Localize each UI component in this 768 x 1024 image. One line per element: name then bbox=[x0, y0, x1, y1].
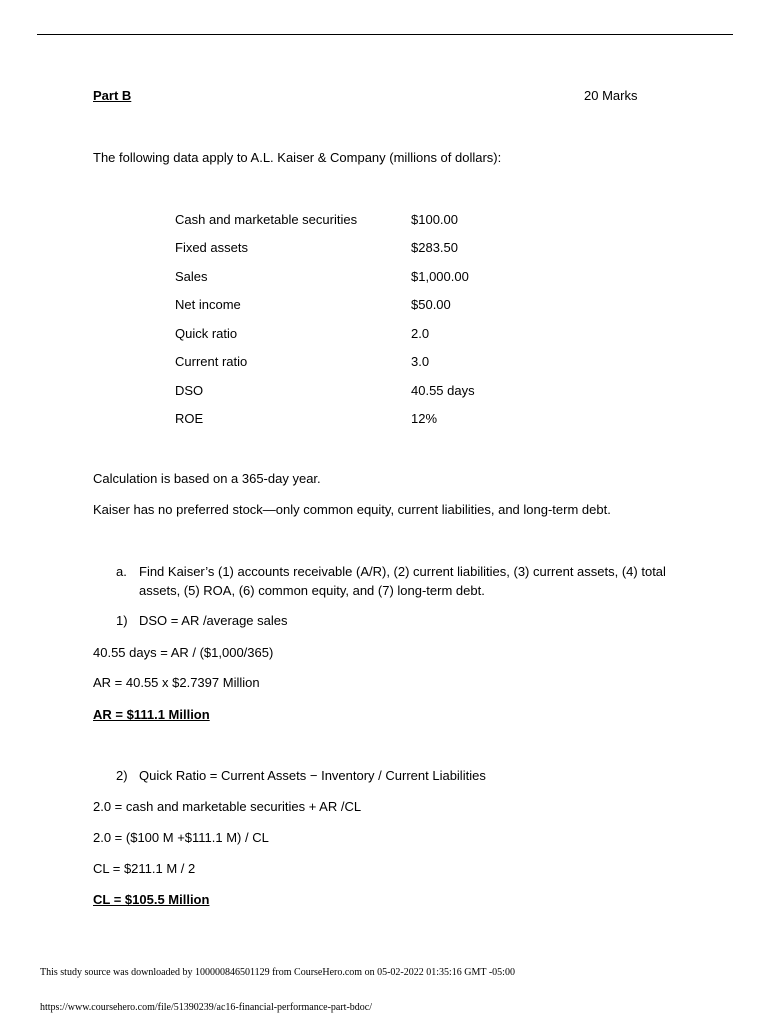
calc-line: 2.0 = cash and marketable securities + AR /CL bbox=[93, 799, 362, 814]
header-rule bbox=[37, 34, 733, 35]
table-label: Quick ratio bbox=[175, 326, 238, 341]
table-value: $283.50 bbox=[411, 240, 458, 255]
table-label: ROE bbox=[175, 411, 204, 426]
table-label: Net income bbox=[175, 297, 241, 312]
note-text: Calculation is based on a 365-day year. bbox=[93, 471, 321, 486]
intro-text: The following data apply to A.L. Kaiser & Company (millions of dollars): bbox=[93, 150, 502, 165]
table-label: Current ratio bbox=[175, 354, 248, 369]
table-value: $100.00 bbox=[411, 212, 458, 227]
table-label: Cash and marketable securities bbox=[175, 212, 358, 227]
step-heading: Quick Ratio = Current Assets − Inventory / Current Liabilities bbox=[139, 768, 486, 783]
calc-line: 2.0 = ($100 M +$111.1 M) / CL bbox=[93, 830, 269, 845]
table-value: 3.0 bbox=[411, 354, 430, 369]
calc-line: AR = 40.55 x $2.7397 Million bbox=[93, 675, 260, 690]
table-value: 2.0 bbox=[411, 326, 430, 341]
note-text: Kaiser has no preferred stock—only common equity, current liabilities, and long-term debt. bbox=[93, 502, 611, 517]
question-text: assets, (5) ROA, (6) common equity, and (7) long-term debt. bbox=[139, 583, 485, 598]
table-value: 40.55 days bbox=[411, 383, 475, 398]
table-label: Sales bbox=[175, 269, 208, 284]
source-url[interactable]: https://www.coursehero.com/file/51390239/ac16-financial-performance-part-bdoc/ bbox=[40, 1002, 373, 1013]
table-value: $1,000.00 bbox=[411, 269, 469, 284]
table-value: 12% bbox=[411, 411, 438, 426]
download-note: This study source was downloaded by 100000846501129 from CourseHero.com on 05-02-2022 01:35:16 GMT -05:00 bbox=[40, 967, 515, 978]
table-value: $50.00 bbox=[411, 297, 451, 312]
step-marker: 1) bbox=[116, 613, 128, 628]
part-title: Part B bbox=[93, 88, 132, 103]
marks-label: 20 Marks bbox=[584, 88, 638, 103]
calc-result: AR = $111.1 Million bbox=[93, 707, 210, 722]
table-label: Fixed assets bbox=[175, 240, 248, 255]
calc-line: CL = $211.1 M / 2 bbox=[93, 861, 196, 876]
step-heading: DSO = AR /average sales bbox=[139, 613, 288, 628]
table-label: DSO bbox=[175, 383, 204, 398]
step-marker: 2) bbox=[116, 768, 128, 783]
question-marker: a. bbox=[116, 564, 127, 579]
question-text: Find Kaiser’s (1) accounts receivable (A/R), (2) current liabilities, (3) current assets, (4) total bbox=[139, 564, 666, 579]
calc-line: 40.55 days = AR / ($1,000/365) bbox=[93, 645, 274, 660]
calc-result: CL = $105.5 Million bbox=[93, 892, 210, 907]
